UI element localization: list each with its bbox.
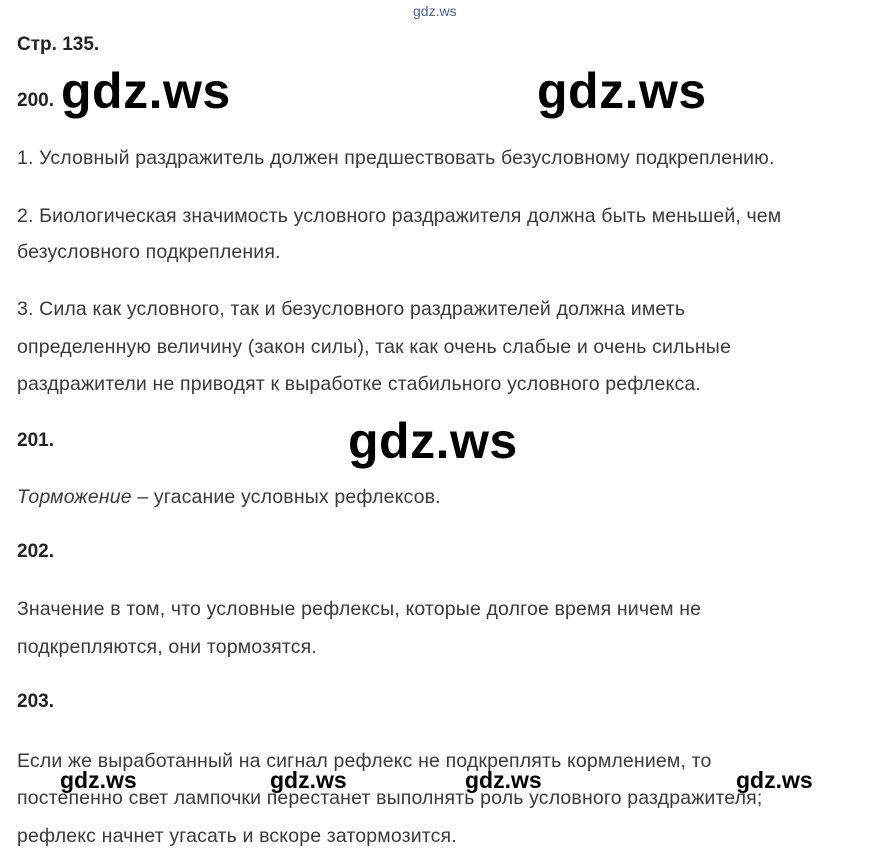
task-202-line: подкрепляются, они тормозятся. (17, 636, 317, 658)
watermark: gdz.ws (61, 63, 231, 119)
watermark: gdz.ws (60, 767, 137, 793)
task-203-line: рефлекс начнет угасать и вскоре затормозится. (17, 825, 457, 847)
task-201-definition (17, 486, 441, 509)
task-201-number: 201. (17, 430, 54, 451)
page-label: Стр. 135. (17, 34, 100, 55)
task-200-line: безусловного подкрепления. (17, 241, 281, 263)
term: Торможение (17, 486, 132, 508)
watermark: gdz.ws (537, 63, 707, 119)
task-202-number: 202. (17, 541, 54, 562)
task-200-line: определенную величину (закон силы), так как очень слабые и очень сильные (17, 336, 731, 358)
watermark: gdz.ws (348, 413, 518, 469)
task-200-line: раздражители не приводят к выработке стабильного условного рефлекса. (17, 373, 701, 395)
task-203-line: постепенно свет лампочки перестанет выполнять роль условного раздражителя; (17, 787, 763, 809)
task-200-number: 200. (17, 90, 54, 111)
watermark-top[interactable]: gdz.ws (413, 3, 457, 19)
task-202-line: Значение в том, что условные рефлексы, которые долгое время ничем не (17, 598, 702, 620)
task-200-line: 2. Биологическая значимость условного раздражителя должна быть меньшей, чем (17, 205, 782, 227)
task-200-line: 3. Сила как условного, так и безусловного раздражителей должна иметь (17, 298, 686, 320)
task-200-line: 1. Условный раздражитель должен предшествовать безусловному подкреплению. (17, 147, 775, 169)
watermark: gdz.ws (736, 767, 813, 793)
watermark: gdz.ws (465, 767, 542, 793)
definition-text: – угасание условных рефлексов. (131, 486, 441, 508)
task-203-line: Если же выработанный на сигнал рефлекс не подкреплять кормлением, то (17, 750, 712, 772)
task-203-number: 203. (17, 691, 54, 712)
watermark: gdz.ws (270, 767, 347, 793)
